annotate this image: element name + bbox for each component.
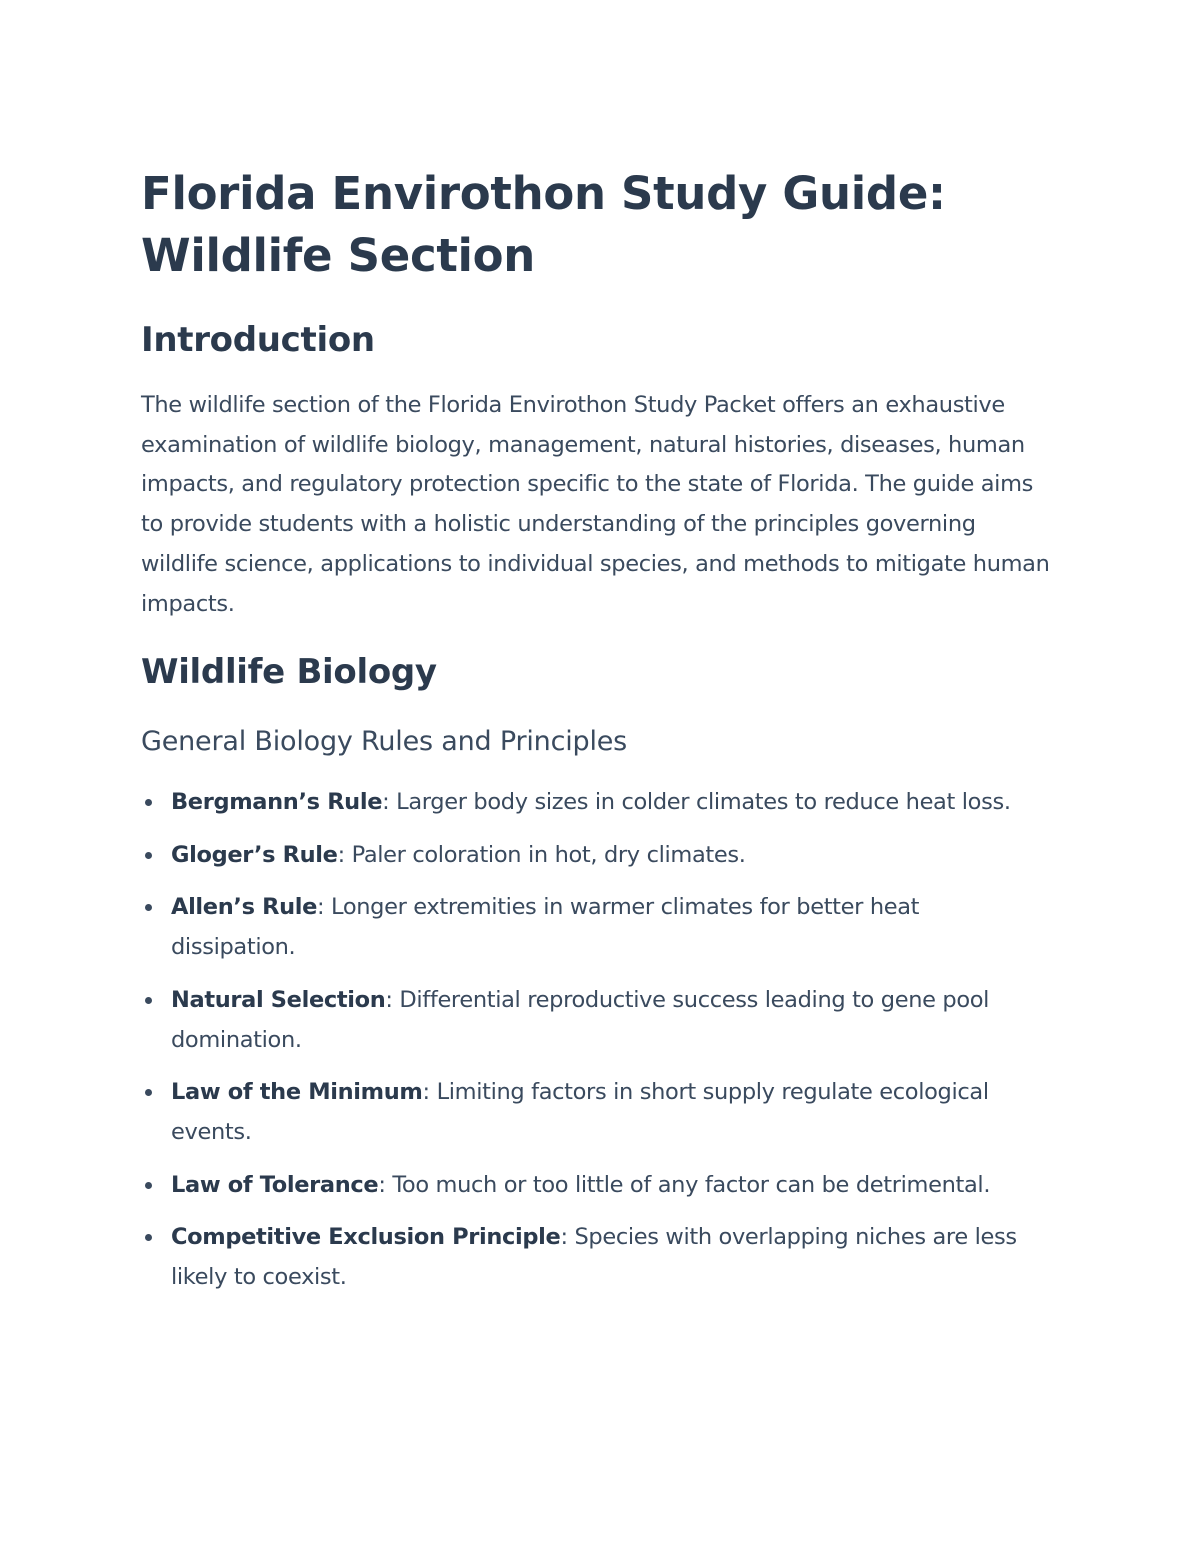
bullet-icon [145,1089,152,1096]
list-item [141,981,1041,1060]
general-biology-rules-subheading: General Biology Rules and Principles [141,726,628,757]
rule-term: Bergmann’s Rule [171,789,383,815]
introduction-paragraph: The wildlife section of the Florida Envirothon Study Packet offers an exhaustive examination of wildlife biology, management, natural histories, diseases, human impacts, and regulatory protection specific to the state of Florida. The guide aims to provide students with a holistic understanding of the principles governing wildlife science, applications to individual species, and methods to mitigate human impacts. [141,392,1050,617]
rule-definition: : Too much or too little of any factor can be detrimental. [378,1171,991,1198]
rule-term: Allen’s Rule [171,894,318,921]
rule-term: Natural Selection [171,986,386,1013]
rule-definition: : Differential reproductive success leading to gene pool domination. [171,986,990,1053]
rule-definition: : Species with overlapping niches are less likely to coexist. [171,1224,1017,1291]
bullet-icon [145,852,152,859]
bullet-icon [145,1234,152,1241]
bullet-icon [145,997,152,1004]
rule-definition: : Larger body sizes in colder climates to reduce heat loss. [382,789,1011,815]
rule-term: Law of the Minimum [171,1079,423,1106]
rules-list [141,783,1041,1311]
list-item [141,888,1041,967]
bullet-icon [145,904,152,911]
introduction-heading: Introduction [141,320,375,360]
document-title: Florida Envirothon Study Guide: Wildlife Section [141,167,946,282]
rule-term: Law of Tolerance [171,1171,379,1198]
wildlife-biology-heading: Wildlife Biology [141,652,437,692]
rule-term: Gloger’s Rule [171,841,338,868]
list-item [141,1073,1041,1152]
bullet-icon [145,799,152,806]
bullet-icon [145,1182,152,1189]
rule-definition: : Longer extremities in warmer climates for better heat dissipation. [171,894,920,961]
list-item [141,783,1041,823]
list-item [141,836,1041,876]
rule-definition: : Paler coloration in hot, dry climates. [337,841,746,868]
rule-term: Competitive Exclusion Principle [171,1224,561,1251]
list-item [141,1166,1041,1206]
list-item [141,1218,1041,1297]
rule-definition: : Limiting factors in short supply regulate ecological events. [171,1079,989,1145]
